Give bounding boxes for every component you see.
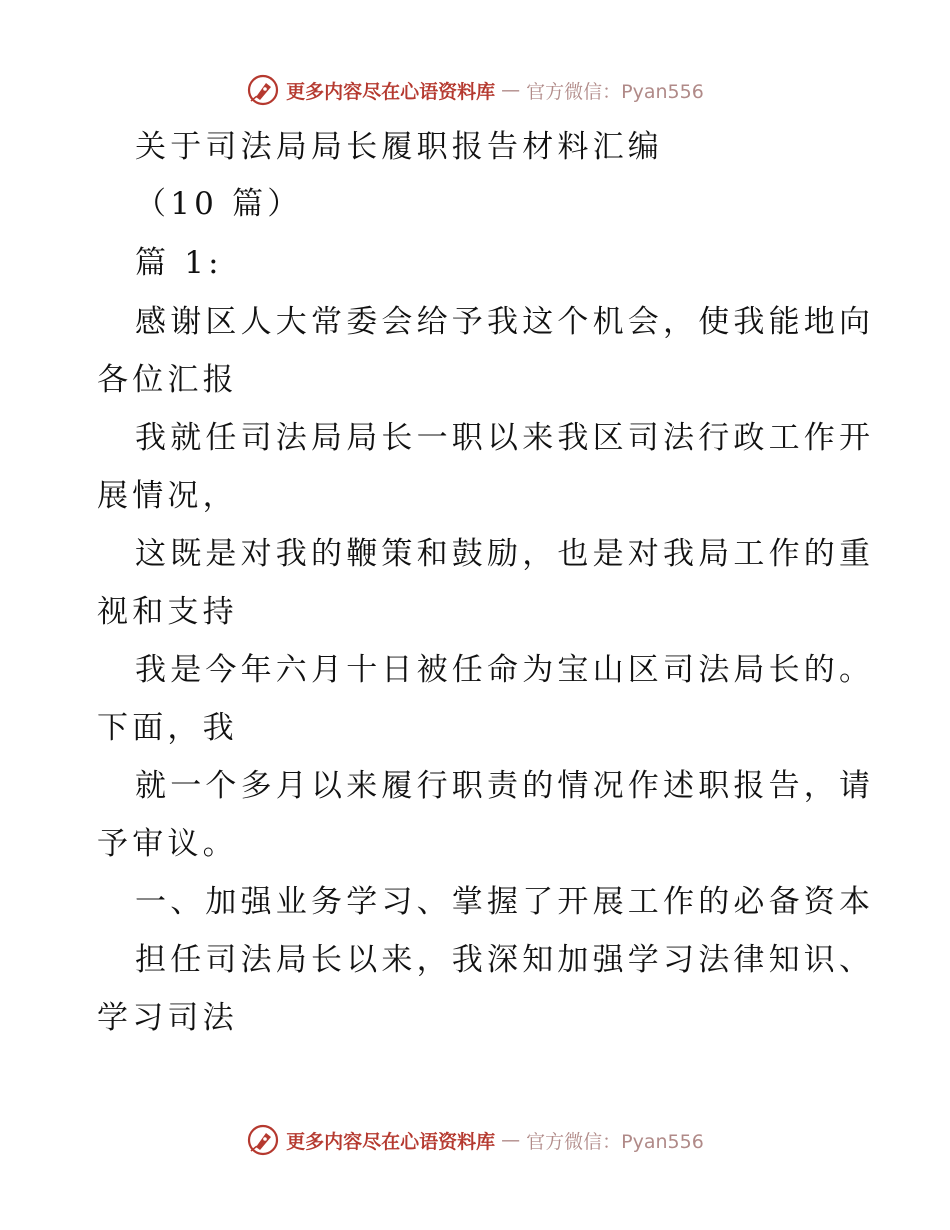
- paragraph-line: 展情况，: [97, 478, 238, 514]
- banner-site-text: 更多内容尽在心语资料库: [286, 80, 496, 103]
- banner-dash: —: [501, 1129, 521, 1151]
- paragraph-line: 视和支持: [97, 594, 238, 630]
- banner-dash: —: [501, 79, 521, 101]
- paragraph-line: 我是今年六月十日被任命为宝山区司法局长的。: [135, 652, 875, 688]
- paragraph-line: 感谢区人大常委会给予我这个机会，使我能地向: [135, 304, 875, 340]
- banner-wechat-text: 官方微信：Pyan556: [526, 80, 704, 103]
- pen-nib-circle-icon: [246, 1123, 280, 1157]
- paragraph-line: 就一个多月以来履行职责的情况作述职报告，请: [135, 768, 875, 804]
- pen-nib-circle-icon: [246, 73, 280, 107]
- header-watermark-banner: [0, 70, 950, 110]
- banner-site-text: 更多内容尽在心语资料库: [286, 1130, 496, 1153]
- section-heading: 一、加强业务学习、掌握了开展工作的必备资本: [135, 884, 875, 920]
- paragraph-line: 下面，我: [97, 710, 238, 746]
- paragraph-line: 学习司法: [97, 1000, 238, 1036]
- paragraph-line: 担任司法局长以来，我深知加强学习法律知识、: [135, 942, 875, 978]
- paragraph-line: 我就任司法局局长一职以来我区司法行政工作开: [135, 420, 875, 456]
- banner-wechat-text: 官方微信：Pyan556: [526, 1130, 704, 1153]
- paragraph-line: 各位汇报: [97, 362, 238, 398]
- section-heading: 篇 1:: [135, 245, 223, 281]
- paragraph-line: 这既是对我的鞭策和鼓励，也是对我局工作的重: [135, 536, 875, 572]
- document-title: 关于司法局局长履职报告材料汇编: [135, 129, 663, 165]
- footer-watermark-banner: [0, 1120, 950, 1160]
- paragraph-line: 予审议。: [97, 826, 238, 862]
- document-subtitle: （10 篇）: [135, 186, 303, 222]
